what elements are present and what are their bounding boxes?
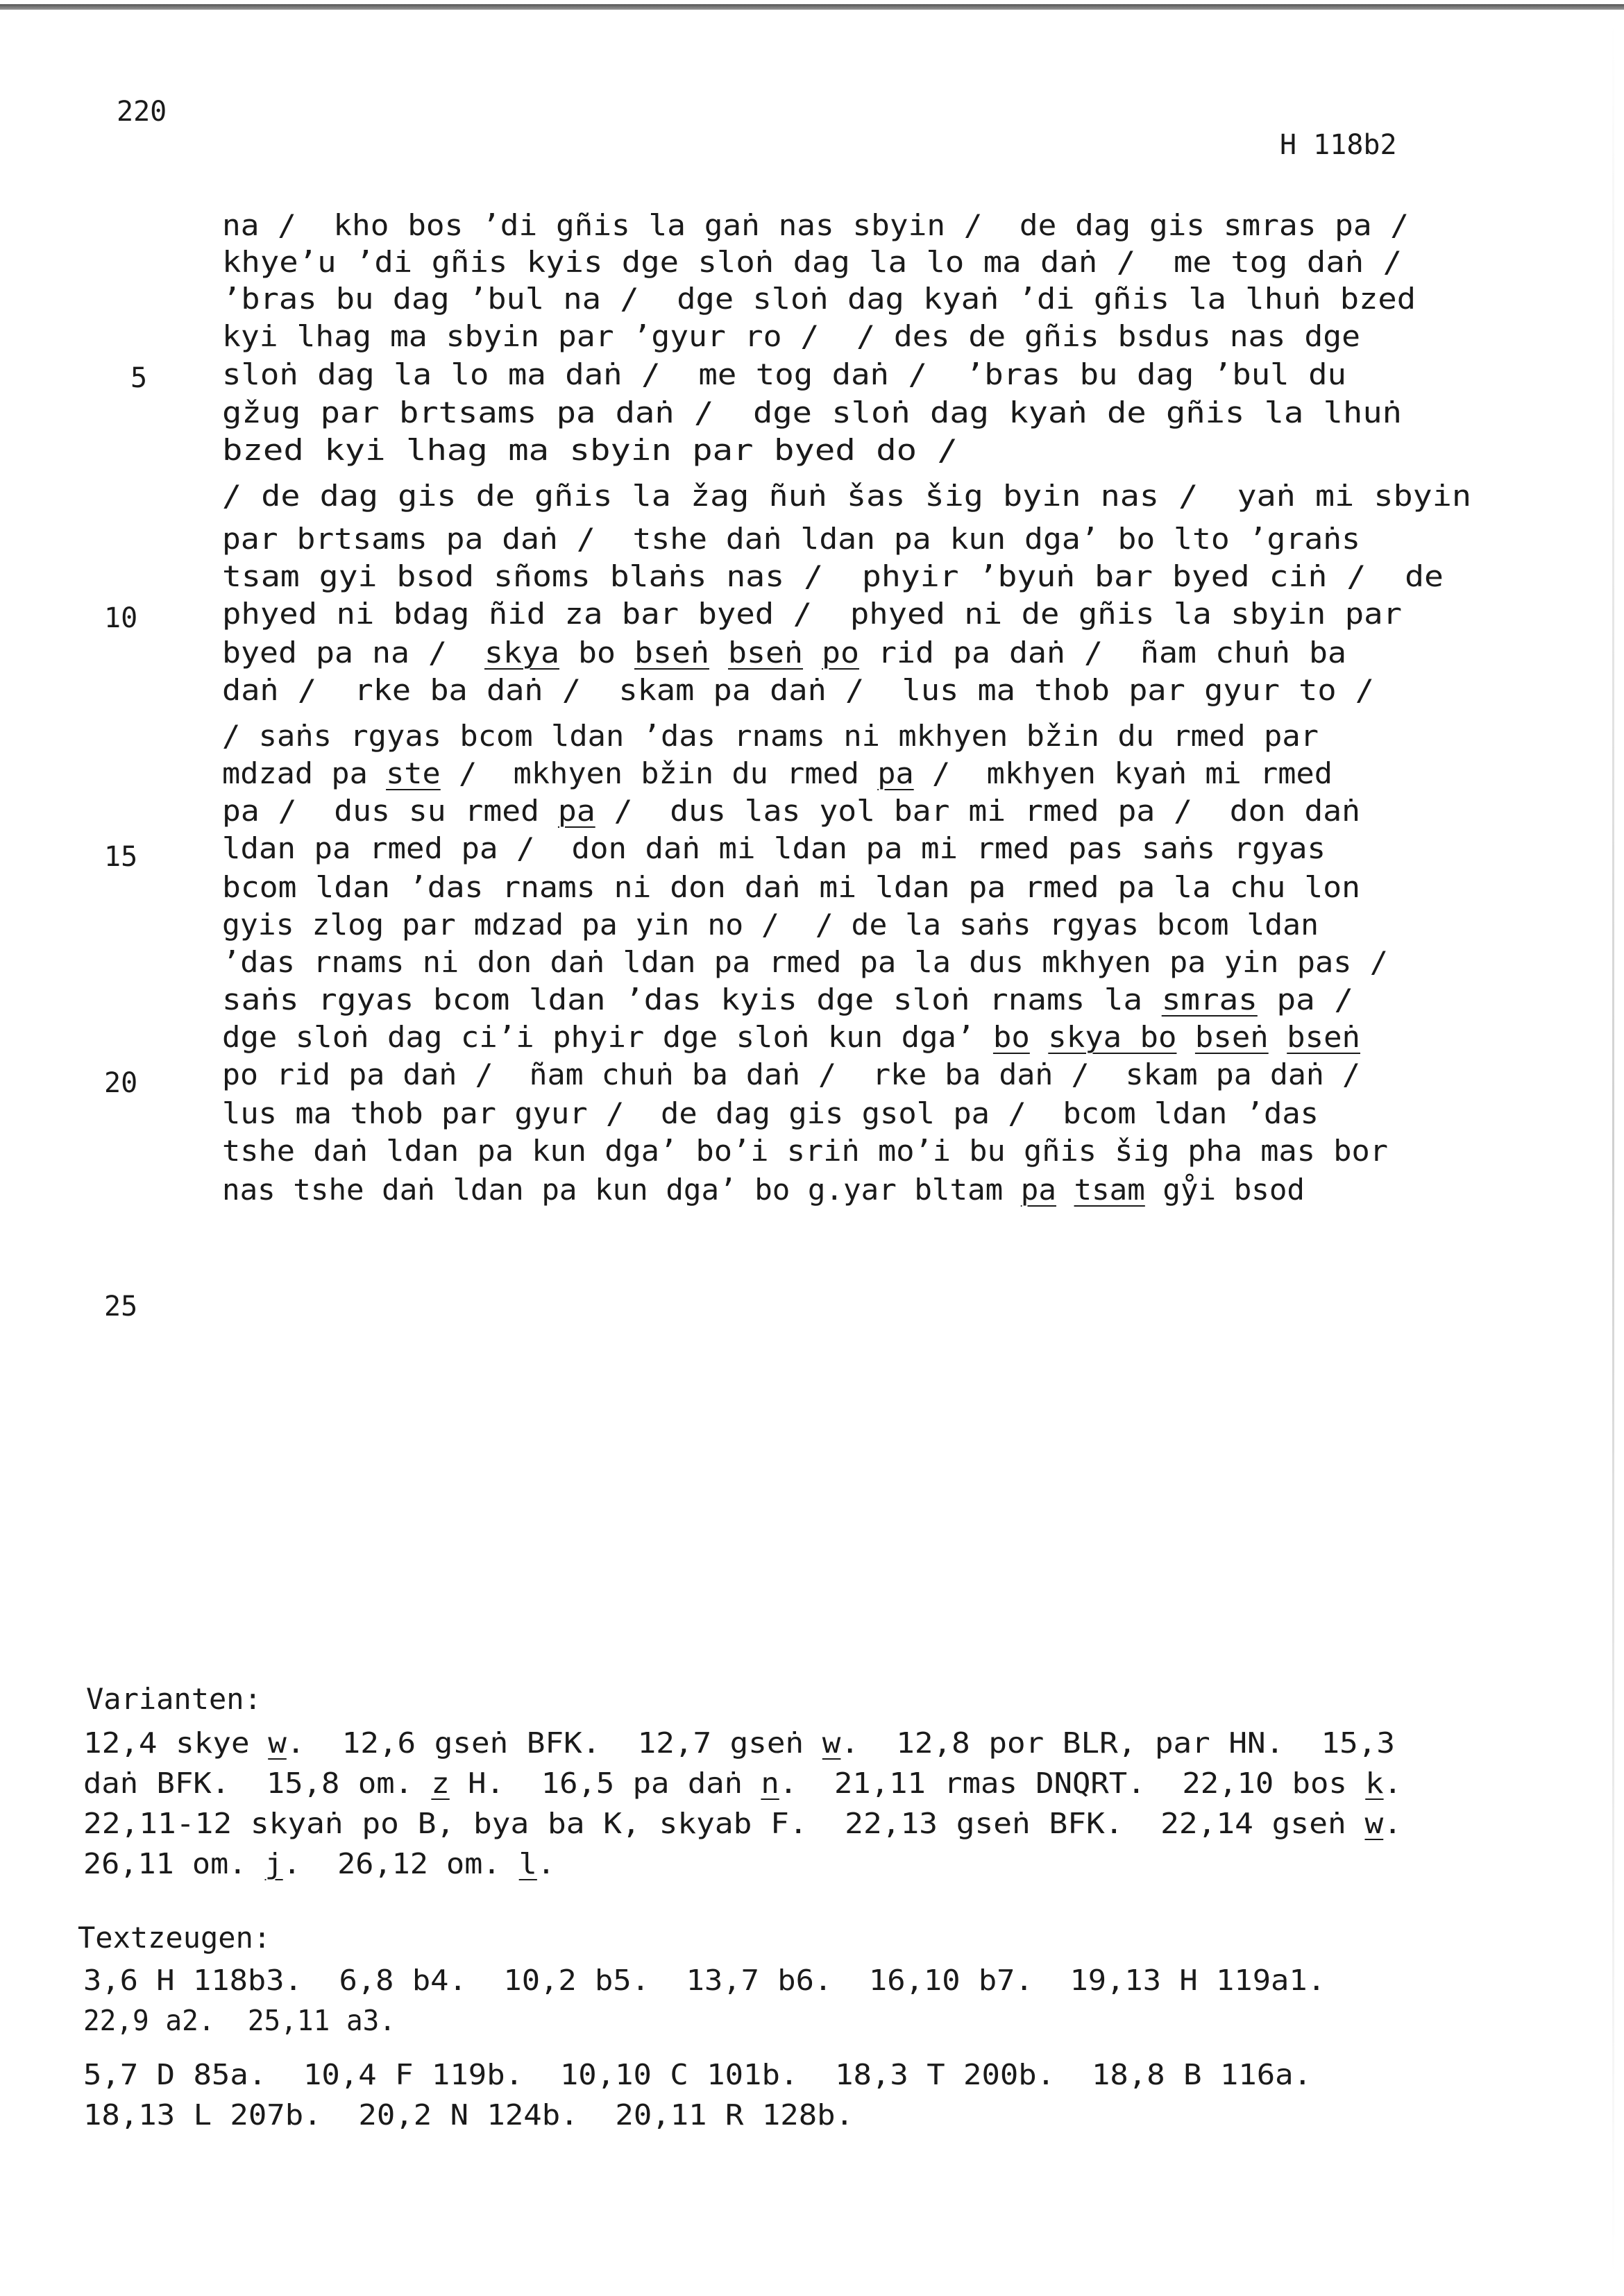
page-number: 220 <box>117 96 167 128</box>
text-segment: / de dag gis de gñis la žag ñuṅ šas šig byin nas / yaṅ mi sbyin <box>222 479 1471 513</box>
text-segment: ’bras bu dag ’bul na / dge sloṅ dag kyaṅ ’di gñis la lhuṅ bzed <box>222 282 1416 316</box>
text-segment: gyis zlog par mdzad pa yin no / / de la saṅs rgyas bcom ldan <box>222 908 1319 942</box>
text-line <box>222 479 1471 513</box>
text-segment <box>1030 1020 1048 1054</box>
underlined-word: pa <box>1020 1173 1056 1207</box>
text-line <box>222 831 1326 865</box>
line-number: 10 <box>104 602 138 634</box>
underlined-word: smras <box>1161 983 1258 1017</box>
underlined-word: skya bo <box>1048 1020 1177 1054</box>
text-segment: par brtsams pa daṅ / tshe daṅ ldan pa kun dga’ bo lto ’graṅs <box>222 522 1360 556</box>
underlined-siglum: z <box>431 1767 450 1800</box>
underlined-siglum: w <box>822 1726 841 1760</box>
line-number: 5 <box>130 362 148 394</box>
text-line <box>222 319 1360 353</box>
text-segment: / dus las yol bar mi rmed pa / don daṅ <box>595 794 1360 828</box>
textzeugen-line <box>83 2004 396 2037</box>
text-segment: gẙi bsod <box>1144 1173 1305 1207</box>
textzeugen-line <box>83 1964 1326 1997</box>
text-segment: tsam gyi bsod sñoms blaṅs nas / phyir ’byuṅ bar byed ciṅ / de <box>222 559 1444 593</box>
underlined-siglum: j <box>264 1847 283 1880</box>
text-line <box>222 1057 1360 1091</box>
text-segment: . <box>1383 1767 1402 1800</box>
text-segment: / saṅs rgyas bcom ldan ’das rnams ni mkhyen bžin du rmed par <box>222 719 1319 753</box>
text-segment: 3,6 H 118b3. 6,8 b4. 10,2 b5. 13,7 b6. 16,10 b7. 19,13 H 119a1. <box>83 1964 1326 1997</box>
underlined-word: pa <box>557 794 595 828</box>
text-segment <box>1056 1173 1074 1207</box>
underlined-word: bseṅ <box>728 636 804 670</box>
text-line <box>222 1096 1319 1130</box>
text-line <box>222 945 1388 979</box>
underlined-word: skya <box>484 636 559 670</box>
underlined-word: bo <box>992 1020 1030 1054</box>
underlined-siglum: l <box>518 1847 537 1880</box>
text-segment: bo <box>559 636 634 670</box>
text-segment: H. 16,5 pa daṅ <box>449 1767 761 1800</box>
text-segment: na / kho bos ’di gñis la gaṅ nas sbyin / de dag gis smras pa / <box>222 208 1409 242</box>
scan-right-edge <box>1612 21 1614 2276</box>
text-segment: gžug par brtsams pa daṅ / dge sloṅ dag kyaṅ de gñis la lhuṅ <box>222 396 1403 430</box>
text-segment: nas tshe daṅ ldan pa kun dga’ bo g.yar bltam <box>222 1173 1021 1207</box>
text-segment: daṅ / rke ba daṅ / skam pa daṅ / lus ma thob par gyur to / <box>222 673 1374 707</box>
text-line <box>222 245 1402 279</box>
underlined-word: bseṅ <box>1287 1020 1360 1054</box>
text-segment: khye’u ’di gñis kyis dge sloṅ dag la lo ma daṅ / me tog daṅ / <box>222 245 1402 279</box>
text-line <box>222 1134 1388 1168</box>
text-segment: 12,4 skye <box>83 1726 269 1760</box>
text-segment: saṅs rgyas bcom ldan ’das kyis dge sloṅ rnams la <box>222 983 1162 1017</box>
text-segment: / mkhyen bžin du rmed <box>440 756 878 790</box>
text-segment: daṅ BFK. 15,8 om. <box>83 1767 432 1800</box>
underlined-siglum: w <box>268 1726 287 1760</box>
text-line <box>222 870 1360 904</box>
text-segment: 26,11 om. <box>83 1847 265 1880</box>
text-line <box>222 719 1319 753</box>
text-segment: 18,13 L 207b. 20,2 N 124b. 20,11 R 128b. <box>83 2098 854 2132</box>
text-line <box>222 1020 1360 1054</box>
text-segment: bzed kyi lhag ma sbyin par byed do / <box>222 433 958 467</box>
varianten-line <box>83 1726 1395 1760</box>
text-segment: . 21,11 rmas DNQRT. 22,10 bos <box>779 1767 1366 1800</box>
varianten-label: Varianten: <box>86 1682 262 1716</box>
text-line <box>222 357 1346 391</box>
underlined-word: tsam <box>1074 1173 1145 1207</box>
underlined-word: pa <box>877 756 914 790</box>
underlined-word: bseṅ <box>634 636 710 670</box>
text-segment: po rid pa daṅ / ñam chuṅ ba daṅ / rke ba daṅ / skam pa daṅ / <box>222 1057 1360 1091</box>
text-segment: byed pa na / <box>222 636 484 670</box>
text-line <box>222 908 1319 942</box>
text-line <box>222 794 1360 828</box>
text-segment: ’das rnams ni don daṅ ldan pa rmed pa la dus mkhyen pa yin pas / <box>222 945 1388 979</box>
text-line <box>222 559 1444 593</box>
text-segment: 5,7 D 85a. 10,4 F 119b. 10,10 C 101b. 18,3 T 200b. 18,8 B 116a. <box>83 2058 1312 2091</box>
text-line <box>222 282 1416 316</box>
line-number: 15 <box>104 841 138 873</box>
text-segment: rid pa daṅ / ñam chuṅ ba <box>859 636 1346 670</box>
text-segment: / mkhyen kyaṅ mi rmed <box>913 756 1333 790</box>
running-head: H 118b2 <box>1280 129 1397 161</box>
text-line <box>222 522 1360 556</box>
text-segment: . 12,8 por BLR, par HN. 15,3 <box>840 1726 1395 1760</box>
text-segment: lus ma thob par gyur / de dag gis gsol pa / bcom ldan ’das <box>222 1096 1319 1130</box>
text-line <box>222 597 1402 631</box>
text-segment: bcom ldan ’das rnams ni don daṅ mi ldan pa rmed pa la chu lon <box>222 870 1360 904</box>
text-line <box>222 636 1346 670</box>
text-line <box>222 396 1402 430</box>
textzeugen-line <box>83 2098 854 2132</box>
text-segment: . <box>536 1847 555 1880</box>
text-segment: 22,9 a2. 25,11 a3. <box>83 2004 396 2037</box>
text-segment <box>803 636 822 670</box>
textzeugen-line <box>83 2058 1312 2091</box>
text-segment <box>1176 1020 1194 1054</box>
text-line <box>222 756 1333 790</box>
line-number: 20 <box>104 1067 138 1099</box>
text-segment: . <box>1383 1807 1402 1840</box>
textzeugen-label: Textzeugen: <box>78 1921 271 1955</box>
underlined-word: bseṅ <box>1194 1020 1269 1054</box>
text-segment: ldan pa rmed pa / don daṅ mi ldan pa mi rmed pas saṅs rgyas <box>222 831 1326 865</box>
text-segment: dge sloṅ dag ci’i phyir dge sloṅ kun dga’ <box>222 1020 993 1054</box>
text-segment: . 26,12 om. <box>282 1847 519 1880</box>
text-line <box>222 983 1353 1017</box>
text-segment <box>1269 1020 1287 1054</box>
underlined-siglum: w <box>1364 1807 1384 1840</box>
text-segment <box>709 636 728 670</box>
scan-top-edge <box>0 4 1624 10</box>
text-segment: . 12,6 gseṅ BFK. 12,7 gseṅ <box>286 1726 822 1760</box>
line-number: 25 <box>104 1291 138 1323</box>
text-segment: kyi lhag ma sbyin par ’gyur ro / / des de gñis bsdus nas dge <box>222 319 1360 353</box>
varianten-line <box>83 1767 1402 1800</box>
underlined-word: ste <box>386 756 441 790</box>
underlined-siglum: n <box>761 1767 779 1800</box>
text-segment: tshe daṅ ldan pa kun dga’ bo’i sriṅ mo’i bu gñis šig pha mas bor <box>222 1134 1388 1168</box>
underlined-siglum: k <box>1365 1767 1384 1800</box>
text-segment: sloṅ dag la lo ma daṅ / me tog daṅ / ’bras bu dag ’bul du <box>222 357 1346 391</box>
text-segment: pa / <box>1257 983 1353 1017</box>
text-line <box>222 208 1409 242</box>
varianten-line <box>83 1847 555 1880</box>
text-line <box>222 1173 1305 1207</box>
text-segment: 22,11-12 skyaṅ po B, bya ba K, skyab F. 22,13 gseṅ BFK. 22,14 gseṅ <box>83 1807 1365 1840</box>
text-segment: mdzad pa <box>222 756 387 790</box>
text-line <box>222 433 958 467</box>
text-segment: pa / dus su rmed <box>222 794 558 828</box>
underlined-word: po <box>822 636 860 670</box>
text-line <box>222 673 1374 707</box>
varianten-line <box>83 1807 1402 1840</box>
text-segment: phyed ni bdag ñid za bar byed / phyed ni de gñis la sbyin par <box>222 597 1402 631</box>
